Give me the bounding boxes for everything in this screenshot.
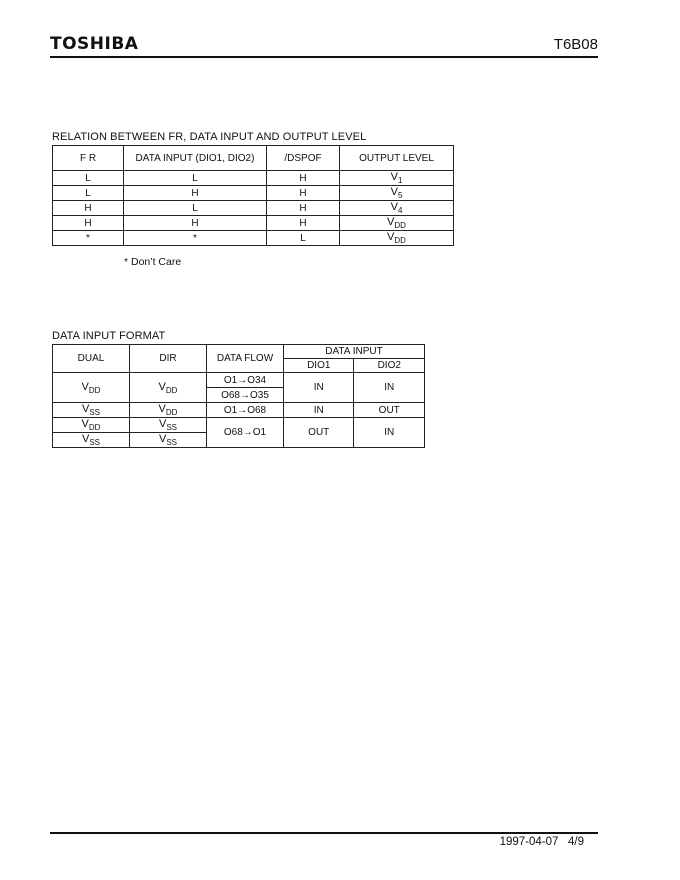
cell-fr: L [53,186,124,201]
footer-date: 1997-04-07 [499,836,559,848]
cell-data: H [124,186,267,201]
table-row [53,403,425,418]
cell-dual: $V_{SS}$ [53,433,130,448]
cell-dio2: IN [354,418,425,448]
col-dio2: DIO2 [354,359,425,373]
cell-data: L [124,201,267,216]
cell-flow: O1→O34 [207,373,284,388]
cell-dual: $V_{DD}$ [53,418,130,433]
cell-dspof: H [267,201,340,216]
cell-dir: $V_{DD}$ [130,403,207,418]
cell-dspof: H [267,171,340,186]
col-data-flow: DATA FLOW [207,345,284,373]
cell-dspof: H [267,186,340,201]
part-number: T6B08 [553,36,598,53]
col-data-input: DATA INPUT [284,345,425,359]
cell-flow: O68→O35 [207,388,284,403]
cell-dio2: OUT [354,403,425,418]
table-row [53,171,454,186]
cell-output: $V_{DD}$ [340,216,454,231]
col-dspof: /DSPOF [267,146,340,171]
col-data-input: DATA INPUT (DIO1, DIO2) [124,146,267,171]
col-fr: F R [53,146,124,171]
data-input-format-table [52,344,425,448]
table-row [53,373,425,388]
cell-output: $V_4$ [340,201,454,216]
cell-dio1: OUT [284,418,354,448]
cell-dio1: IN [284,373,354,403]
cell-dir: $V_{DD}$ [130,373,207,403]
cell-dio2: IN [354,373,425,403]
cell-data: L [124,171,267,186]
footer [500,836,584,848]
cell-dspof: L [267,231,340,246]
cell-fr: L [53,171,124,186]
cell-flow: O1→O68 [207,403,284,418]
footer-rule [50,832,598,834]
cell-data: H [124,216,267,231]
cell-flow: O68→O1 [207,418,284,448]
table-row [53,201,454,216]
cell-fr: * [53,231,124,246]
cell-dspof: H [267,216,340,231]
brand-logo: TOSHIBA [50,34,139,54]
cell-dio1: IN [284,403,354,418]
cell-output: $V_{DD}$ [340,231,454,246]
table-row [53,216,454,231]
header-rule [50,56,598,58]
cell-dir: $V_{SS}$ [130,418,207,433]
output-level-table [52,145,454,246]
page-number: 4/9 [568,836,584,848]
col-dual: DUAL [53,345,130,373]
col-output-level: OUTPUT LEVEL [340,146,454,171]
table-row [53,186,454,201]
col-dio1: DIO1 [284,359,354,373]
col-dir: DIR [130,345,207,373]
table2-caption: DATA INPUT FORMAT [52,330,166,342]
cell-dual: $V_{DD}$ [53,373,130,403]
cell-dir: $V_{SS}$ [130,433,207,448]
cell-output: $V_1$ [340,171,454,186]
cell-output: $V_5$ [340,186,454,201]
cell-fr: H [53,216,124,231]
table-row [53,418,425,433]
table-row [53,231,454,246]
cell-dual: $V_{SS}$ [53,403,130,418]
cell-data: * [124,231,267,246]
table1-caption: RELATION BETWEEN FR, DATA INPUT AND OUTPUT LEVEL [52,131,367,143]
cell-fr: H [53,201,124,216]
dont-care-note: * Don’t Care [124,256,182,268]
